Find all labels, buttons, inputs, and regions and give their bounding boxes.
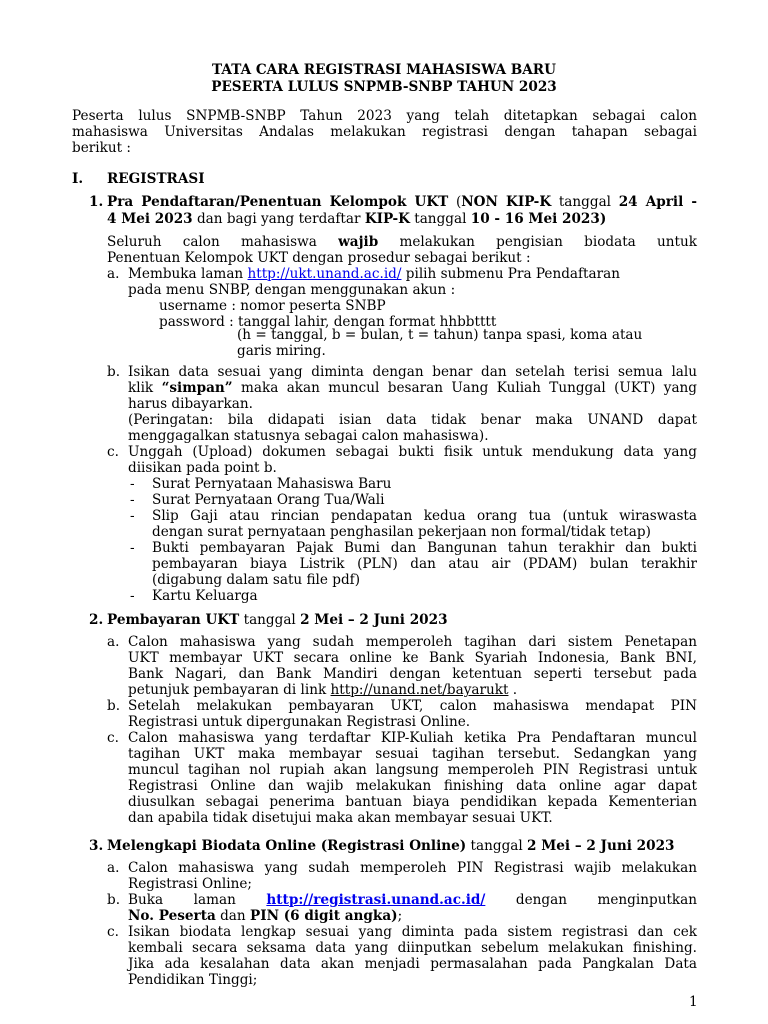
emphasis: wajib — [338, 234, 379, 250]
step1-b-line: harus dibayarkan. — [128, 396, 253, 412]
step-number: 3. — [89, 838, 104, 854]
password-note: (h = tanggal, b = bulan, t = tahun) tanpa spasi, koma atau — [237, 327, 643, 343]
ukt-link[interactable]: http://ukt.unand.ac.id/ — [247, 266, 402, 282]
page-number: 1 — [689, 994, 698, 1010]
item-label: c. — [107, 730, 119, 746]
step2-a-line — [128, 682, 517, 698]
date-end: 4 Mei 2023 — [107, 211, 193, 227]
intro-line: berikut : — [72, 140, 131, 156]
step2-a-line: Bank Nagari, dan Bank Mandiri dengan ketentuan seperti tersebut pada — [128, 666, 697, 682]
text: klik — [128, 380, 162, 396]
step3-a-line: Registrasi Online; — [128, 876, 252, 892]
text: dan bagi yang terdaftar — [192, 211, 365, 227]
text: petunjuk pembayaran di link — [128, 682, 331, 698]
step3-b-line1 — [128, 892, 697, 908]
text: melakukan pengisian biodata untuk — [378, 234, 697, 250]
kipk-date: 10 - 16 Mei 2023) — [470, 211, 607, 227]
step1-heading-line2 — [107, 211, 606, 227]
kipk-label: KIP-K — [364, 211, 410, 227]
bullet-dash: - — [130, 476, 135, 492]
pin-label: PIN (6 digit angka) — [250, 908, 398, 924]
step2-c-line: Registrasi Online dan wajib melakukan finishing data online agar dapat — [128, 778, 697, 794]
document-item: Bukti pembayaran Pajak Bumi dan Bangunan tahun terakhir dan bukti — [152, 540, 697, 556]
text: tanggal — [409, 211, 471, 227]
document-item: (digabung dalam satu file pdf) — [152, 572, 361, 588]
password-info: password : tanggal lahir, dengan format hhbbtttt — [159, 314, 497, 330]
item-label: b. — [107, 698, 121, 714]
section-title: REGISTRASI — [107, 171, 205, 187]
bullet-dash: - — [130, 492, 135, 508]
step1-paragraph-line1 — [107, 234, 697, 250]
item-label: a. — [107, 860, 120, 876]
step3-c-line: Jika ada kesalahan data akan menjadi permasalahan pada Pangkalan Data — [128, 956, 697, 972]
step-number: 2. — [89, 612, 104, 628]
item-label: b. — [107, 892, 121, 908]
step2-c-line: tagihan UKT maka membayar sesuai tagihan tersebut. Sedangkan yang — [128, 746, 697, 762]
step1-c-line: Unggah (Upload) dokumen sebagai bukti fisik untuk mendukung data yang — [128, 444, 697, 460]
section-numeral: I. — [72, 171, 84, 187]
bullet-dash: - — [130, 588, 135, 604]
step2-title: Pembayaran UKT — [107, 612, 240, 628]
item-label: c. — [107, 924, 119, 940]
step2-c-line: diusulkan sebagai penerima bantuan biaya pendidikan kepada Kementerian — [128, 794, 697, 810]
step3-heading — [107, 838, 674, 854]
date-start: 24 April - — [618, 194, 697, 210]
step3-a-line: Calon mahasiswa yang sudah memperoleh PIN Registrasi wajib melakukan — [128, 860, 697, 876]
doc-title-line1: TATA CARA REGISTRASI MAHASISWA BARU — [212, 62, 556, 78]
step-number: 1. — [89, 194, 104, 210]
step2-b-line: Setelah melakukan pembayaran UKT, calon mahasiswa mendapat PIN — [128, 698, 697, 714]
no-peserta-label: No. Peserta — [128, 908, 216, 924]
registrasi-link[interactable]: http://registrasi.unand.ac.id/ — [266, 892, 486, 908]
text: Buka laman — [128, 892, 267, 908]
doc-title-line2: PESERTA LULUS SNPMB-SNBP TAHUN 2023 — [211, 79, 557, 95]
step2-c-line: Calon mahasiswa yang terdaftar KIP-Kuliah ketika Pra Pendaftaran muncul — [128, 730, 697, 746]
text: tanggal — [466, 838, 528, 854]
step1-b-line: Isikan data sesuai yang diminta dengan benar dan setelah terisi semua lalu — [128, 364, 697, 380]
item-label: a. — [107, 634, 120, 650]
step2-b-line: Registrasi untuk dipergunakan Registrasi Online. — [128, 714, 471, 730]
item-label: b. — [107, 364, 121, 380]
step2-a-line: Calon mahasiswa yang sudah memperoleh tagihan dari sistem Penetapan — [128, 634, 697, 650]
step2-date: 2 Mei – 2 Juni 2023 — [300, 612, 448, 628]
document-item: pembayaran biaya Listrik (PLN) dan atau air (PDAM) bulan terakhir — [152, 556, 697, 572]
text: . — [508, 682, 518, 698]
step1-b-warning: (Peringatan: bila didapati isian data tidak benar maka UNAND dapat — [128, 412, 697, 428]
step3-c-line: kembali secara seksama data yang diinputkan sebelum melakukan finishing. — [128, 940, 697, 956]
step1-a-line2: pada menu SNBP, dengan menggunakan akun : — [128, 282, 456, 298]
step2-c-line: dan apabila tidak disetujui maka akan membayar sesuai UKT. — [128, 810, 553, 826]
password-note: garis miring. — [237, 343, 326, 359]
document-item: dengan surat pernyataan penghasilan pekerjaan non formal/tidak tetap) — [152, 524, 651, 540]
text: Seluruh calon mahasiswa — [107, 234, 339, 250]
step1-c-line: diisikan pada point b. — [128, 460, 277, 476]
simpan-label: “simpan” — [161, 380, 233, 396]
step1-b-warning: menggagalkan statusnya sebagai calon mahasiswa). — [128, 428, 489, 444]
step2-a-line: UKT membayar UKT secara online ke Bank Syariah Indonesia, Bank BNI, — [128, 650, 697, 666]
step1-paragraph-line2: Penentuan Kelompok UKT dengan prosedur sebagai berikut : — [107, 250, 531, 266]
item-label: c. — [107, 444, 119, 460]
document-item: Surat Pernyataan Orang Tua/Wali — [152, 492, 385, 508]
step3-date: 2 Mei – 2 Juni 2023 — [527, 838, 675, 854]
bullet-dash: - — [130, 508, 135, 524]
text: dan — [215, 908, 250, 924]
step3-c-line: Pendidikan Tinggi; — [128, 972, 258, 988]
text: pilih submenu Pra Pendaftaran — [401, 266, 620, 282]
step3-c-line: Isikan biodata lengkap sesuai yang diminta pada sistem registrasi dan cek — [128, 924, 697, 940]
step1-title: Pra Pendaftaran/Penentuan Kelompok UKT — [107, 194, 449, 210]
document-item: Kartu Keluarga — [152, 588, 258, 604]
bayar-ukt-link[interactable]: http://unand.net/bayarukt — [330, 682, 509, 698]
intro-line: Peserta lulus SNPMB-SNBP Tahun 2023 yang telah ditetapkan sebagai calon — [72, 108, 697, 124]
step2-c-line: muncul tagihan nol rupiah akan langsung memperoleh PIN Registrasi untuk — [128, 762, 697, 778]
step2-heading — [107, 612, 448, 628]
step3-title: Melengkapi Biodata Online (Registrasi Online) — [107, 838, 467, 854]
step1-a-line1 — [128, 266, 620, 282]
text: maka akan muncul besaran Uang Kuliah Tunggal (UKT) yang — [232, 380, 698, 396]
text: tanggal — [551, 194, 619, 210]
step3-b-line2 — [128, 908, 402, 924]
username-info: username : nomor peserta SNBP — [159, 298, 386, 314]
text: Membuka laman — [128, 266, 248, 282]
step1-heading-line1 — [107, 194, 697, 210]
intro-line: mahasiswa Universitas Andalas melakukan registrasi dengan tahapan sebagai — [72, 124, 697, 140]
non-kipk-label: NON KIP-K — [461, 194, 552, 210]
bullet-dash: - — [130, 540, 135, 556]
document-item: Surat Pernyataan Mahasiswa Baru — [152, 476, 392, 492]
document-item: Slip Gaji atau rincian pendapatan kedua orang tua (untuk wiraswasta — [152, 508, 697, 524]
text: ( — [448, 194, 462, 210]
text: ; — [397, 908, 403, 924]
item-label: a. — [107, 266, 120, 282]
step1-b-line — [128, 380, 697, 396]
text: tanggal — [239, 612, 301, 628]
text: dengan menginputkan — [485, 892, 698, 908]
